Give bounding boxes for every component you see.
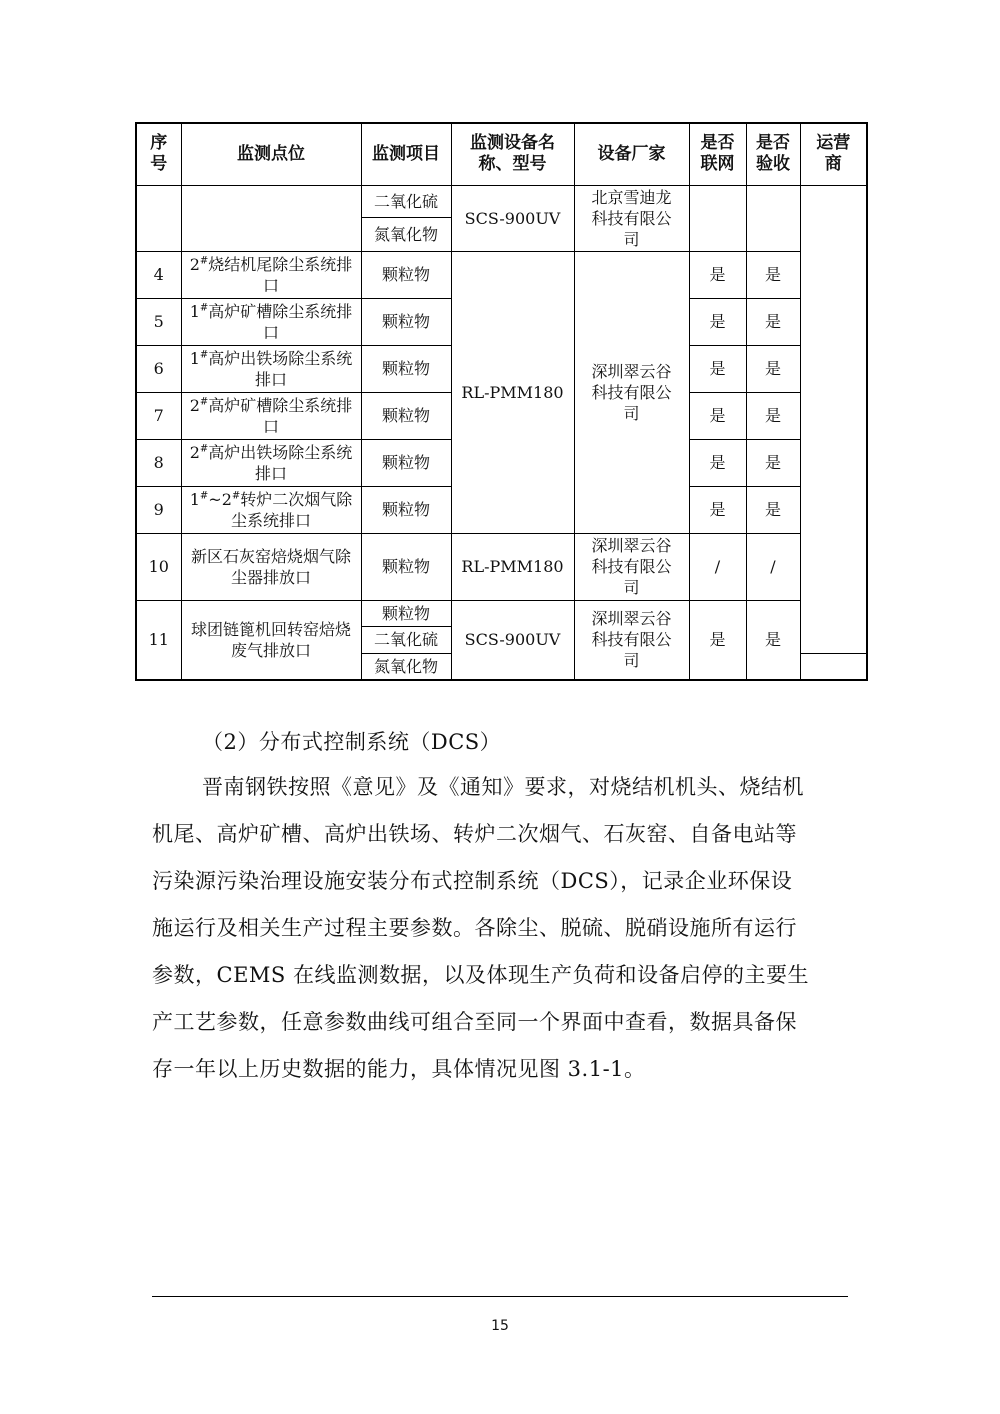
row-seq: 9 [136,486,181,533]
row11-accepted: 是 [746,600,800,680]
row-seq: 8 [136,439,181,486]
row-seq: 5 [136,298,181,345]
row-accepted: 是 [746,345,800,392]
row10-point: 新区石灰窑焙烧烟气除 尘器排放口 [181,533,361,600]
row-accepted: 是 [746,392,800,439]
cont-seq-cell [136,185,181,251]
table-row [136,251,867,298]
row-seq: 6 [136,345,181,392]
cont-online-cell [689,185,746,251]
row-online: 是 [689,392,746,439]
header-device: 监测设备名 称、型号 [451,123,574,185]
group-device: RL-PMM180 [451,251,574,533]
row-item: 颗粒物 [361,251,451,298]
paragraph-line: 存一年以上历史数据的能力，具体情况见图 3.1-1。 [152,1057,646,1081]
row-point: 1#高炉出铁场除尘系统 排口 [181,345,361,392]
group-maker: 深圳翠云谷 科技有限公 司 [574,251,689,533]
section-heading: （2）分布式控制系统（DCS） [202,730,502,754]
row11-item-nox: 氮氧化物 [361,653,451,680]
row-online: 是 [689,251,746,298]
monitoring-table [135,122,868,681]
cont-device: SCS-900UV [451,185,574,251]
row11-device: SCS-900UV [451,600,574,680]
row10-accepted: / [746,533,800,600]
paragraph-line: 产工艺参数，任意参数曲线可组合至同一个界面中查看，数据具备保 [152,1010,797,1034]
row-online: 是 [689,298,746,345]
header-maker: 设备厂家 [574,123,689,185]
header-item: 监测项目 [361,123,451,185]
row-point: 1#~2#转炉二次烟气除 尘系统排口 [181,486,361,533]
row10-device: RL-PMM180 [451,533,574,600]
table-header-row [136,123,867,185]
row-item: 颗粒物 [361,439,451,486]
row-item: 颗粒物 [361,486,451,533]
row-online: 是 [689,439,746,486]
body-paragraph [152,764,852,1093]
cont-item-so2: 二氧化硫 [361,185,451,217]
table-row [136,600,867,626]
header-seq: 序 号 [136,123,181,185]
header-accepted: 是否 验收 [746,123,800,185]
cont-point-cell [181,185,361,251]
paragraph-line: 机尾、高炉矿槽、高炉出铁场、转炉二次烟气、石灰窑、自备电站等 [152,822,797,846]
row11-item-so2: 二氧化硫 [361,626,451,653]
row-online: 是 [689,345,746,392]
row-accepted: 是 [746,486,800,533]
row-item: 颗粒物 [361,298,451,345]
cont-item-nox: 氮氧化物 [361,217,451,251]
header-point: 监测点位 [181,123,361,185]
paragraph-line: 施运行及相关生产过程主要参数。各除尘、脱硫、脱硝设施所有运行 [152,916,797,940]
row-point: 2#烧结机尾除尘系统排 口 [181,251,361,298]
footer-rule [152,1296,848,1297]
row-item: 颗粒物 [361,345,451,392]
row10-maker: 深圳翠云谷 科技有限公 司 [574,533,689,600]
row-seq: 7 [136,392,181,439]
table-row [136,185,867,217]
row-accepted: 是 [746,251,800,298]
operator-cell [800,185,867,653]
row-accepted: 是 [746,439,800,486]
row11-online: 是 [689,600,746,680]
paragraph-line: 参数，CEMS 在线监测数据，以及体现生产负荷和设备启停的主要生 [152,963,809,987]
cont-maker: 北京雪迪龙 科技有限公 司 [574,185,689,251]
row11-item-pm: 颗粒物 [361,600,451,626]
row11-maker: 深圳翠云谷 科技有限公 司 [574,600,689,680]
header-operator: 运营 商 [800,123,867,185]
paragraph-line: 污染源污染治理设施安装分布式控制系统（DCS），记录企业环保设 [152,869,793,893]
row10-item: 颗粒物 [361,533,451,600]
row-seq: 4 [136,251,181,298]
row-point: 2#高炉矿槽除尘系统排 口 [181,392,361,439]
cont-accepted-cell [746,185,800,251]
row-point: 1#高炉矿槽除尘系统排 口 [181,298,361,345]
table-row [136,533,867,600]
row-item: 颗粒物 [361,392,451,439]
row-accepted: 是 [746,298,800,345]
row10-seq: 10 [136,533,181,600]
page-number: 15 [491,1318,509,1334]
row-online: 是 [689,486,746,533]
row-point: 2#高炉出铁场除尘系统 排口 [181,439,361,486]
row11-seq: 11 [136,600,181,680]
paragraph-line: 晋南钢铁按照《意见》及《通知》要求，对烧结机机头、烧结机 [202,775,804,799]
row10-online: / [689,533,746,600]
header-online: 是否 联网 [689,123,746,185]
row11-point: 球团链篦机回转窑焙烧 废气排放口 [181,600,361,680]
